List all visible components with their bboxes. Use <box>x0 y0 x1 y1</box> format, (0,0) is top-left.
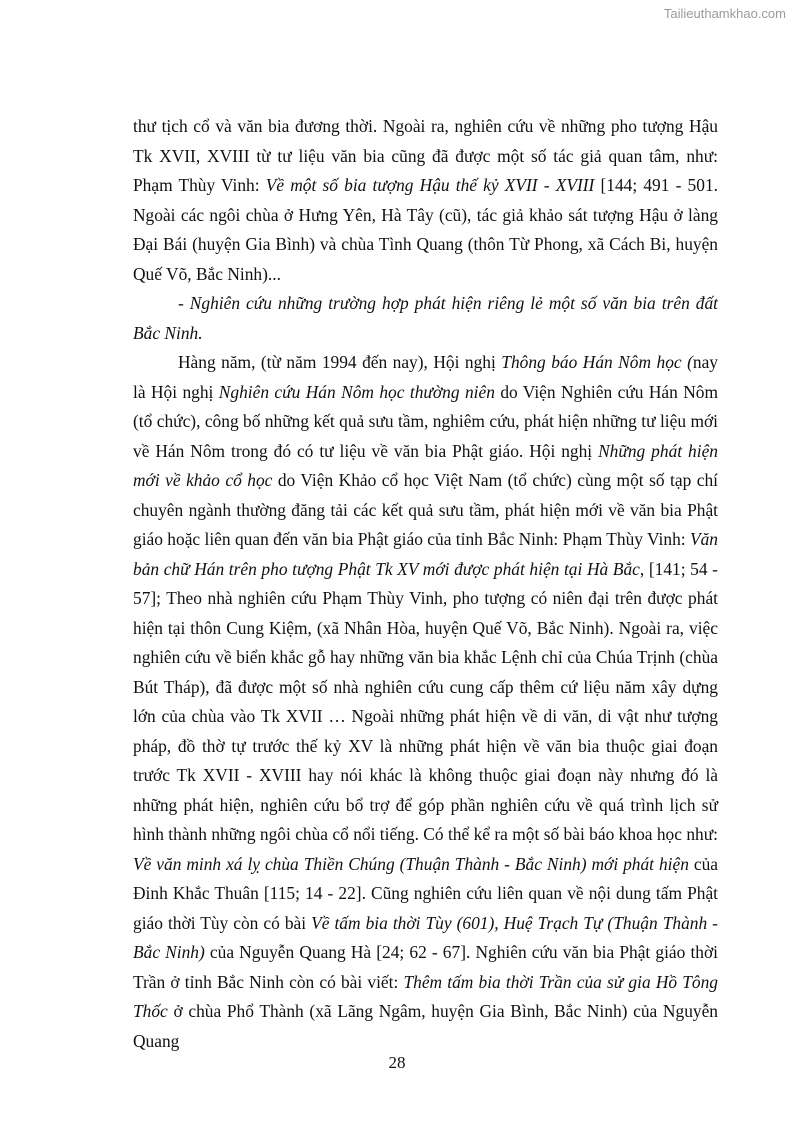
text-run: nay là Hội nghị <box>133 352 719 402</box>
italic-text: Về một số bia tượng Hậu thế kỷ XVII - XVIII <box>265 175 595 195</box>
text-run: do Viện Khảo cổ học Việt Nam (tổ chức) cùng một số tạp chí chuyên ngành thường đăng tải các kết quả sưu tầm, phát hiện mới về văn bia Phật giáo hoặc liên quan đến văn bia Phật giáo của tỉnh Bắc Ninh: Phạm Thùy Vinh: <box>133 470 718 549</box>
italic-text: Về tấm bia thời Tùy (601), Huệ Trạch Tự (Thuận Thành - Bắc Ninh) <box>133 912 718 962</box>
text-run: thư tịch cổ và văn bia đương thời. Ngoài ra, nghiên cứu về những pho tượng Hậu Tk XVII, XVIII từ tư liệu văn bia cũng đã được một số tác giả quan tâm, như: Phạm Thùy Vinh: <box>133 116 718 195</box>
page-body <box>133 112 718 1056</box>
italic-text: Nghiên cứu Hán Nôm học thường niên <box>218 381 495 402</box>
text-run: Hàng năm, (từ năm 1994 đến nay), Hội nghị <box>178 352 502 372</box>
text-run: , [141; 54 - 57]; Theo nhà nghiên cứu Phạm Thùy Vinh, pho tượng có niên đại trên được phát hiện tại thôn Cung Kiệm, (xã Nhân Hòa, huyện Quế Võ, Bắc Ninh). Ngoài ra, việc nghiên cứu về biển khắc gỗ hay những văn bia khắc Lệnh chỉ của Chúa Trịnh (chùa Bút Tháp), đã được một số nhà nghiên cứu cung cấp thêm cứ liệu năm xây dựng lớn của chùa vào Tk XVII … Ngoài những phát hiện về di văn, di vật như tượng pháp, đồ thờ tự trước thế kỷ XV là những phát hiện về văn bia thuộc giai đoạn trước Tk XVII - XVIII hay nói khác là không thuộc giai đoạn này nhưng đó là những phát hiện, nghiên cứu bổ trợ để góp phần nghiên cứu về quá trình lịch sử hình thành những ngôi chùa cổ nổi tiếng. Có thể kể ra một số bài báo khoa học như: <box>133 558 718 844</box>
italic-text: Thông báo Hán Nôm học ( <box>501 352 693 372</box>
italic-text: - Nghiên cứu những trường hợp phát hiện riêng lẻ một số văn bia trên đất Bắc Ninh. <box>133 293 718 343</box>
paragraph <box>133 112 718 289</box>
paragraph <box>133 348 718 1056</box>
text-run: của Nguyễn Quang Hà [24; 62 - 67]. Nghiên cứu văn bia Phật giáo thời Trần ở tỉnh Bắc Ninh còn có bài viết: <box>133 942 719 992</box>
page-number: 28 <box>388 1053 406 1072</box>
text-run: do Viện Nghiên cứu Hán Nôm (tổ chức), công bố những kết quả sưu tầm, nghiêm cứu, phát hiện những tư liệu mới về Hán Nôm trong đó có tư liệu về văn bia Phật giáo. Hội nghị <box>133 381 718 461</box>
text-run: của Đinh Khắc Thuân [115; 14 - 22]. Cũng nghiên cứu liên quan về nội dung tấm Phật giáo thời Tùy còn có bài <box>133 853 718 933</box>
italic-text: Về văn minh xá lỵ chùa Thiền Chúng (Thuận Thành - Bắc Ninh) mới phát hiện <box>133 853 689 874</box>
italic-text: Những phát hiện mới về khảo cổ học <box>133 440 718 490</box>
italic-text: Văn bản chữ Hán trên pho tượng Phật Tk XV mới được phát hiện tại Hà Bắc <box>133 529 718 579</box>
text-run: ở chùa Phổ Thành (xã Lãng Ngâm, huyện Gia Bình, Bắc Ninh) của Nguyễn Quang <box>133 1001 718 1051</box>
italic-text: Thêm tấm bia thời Trần của sử gia Hồ Tông Thốc <box>133 971 718 1021</box>
watermark: Tailieuthamkhao.com <box>663 6 786 21</box>
paragraph <box>133 289 718 348</box>
text-run: [144; 491 - 501. Ngoài các ngôi chùa ở Hưng Yên, Hà Tây (cũ), tác giả khảo sát tượng Hậu ở làng Đại Bái (huyện Gia Bình) và chùa Tình Quang (thôn Từ Phong, xã Cách Bi, huyện Quế Võ, Bắc Ninh)... <box>133 175 718 284</box>
